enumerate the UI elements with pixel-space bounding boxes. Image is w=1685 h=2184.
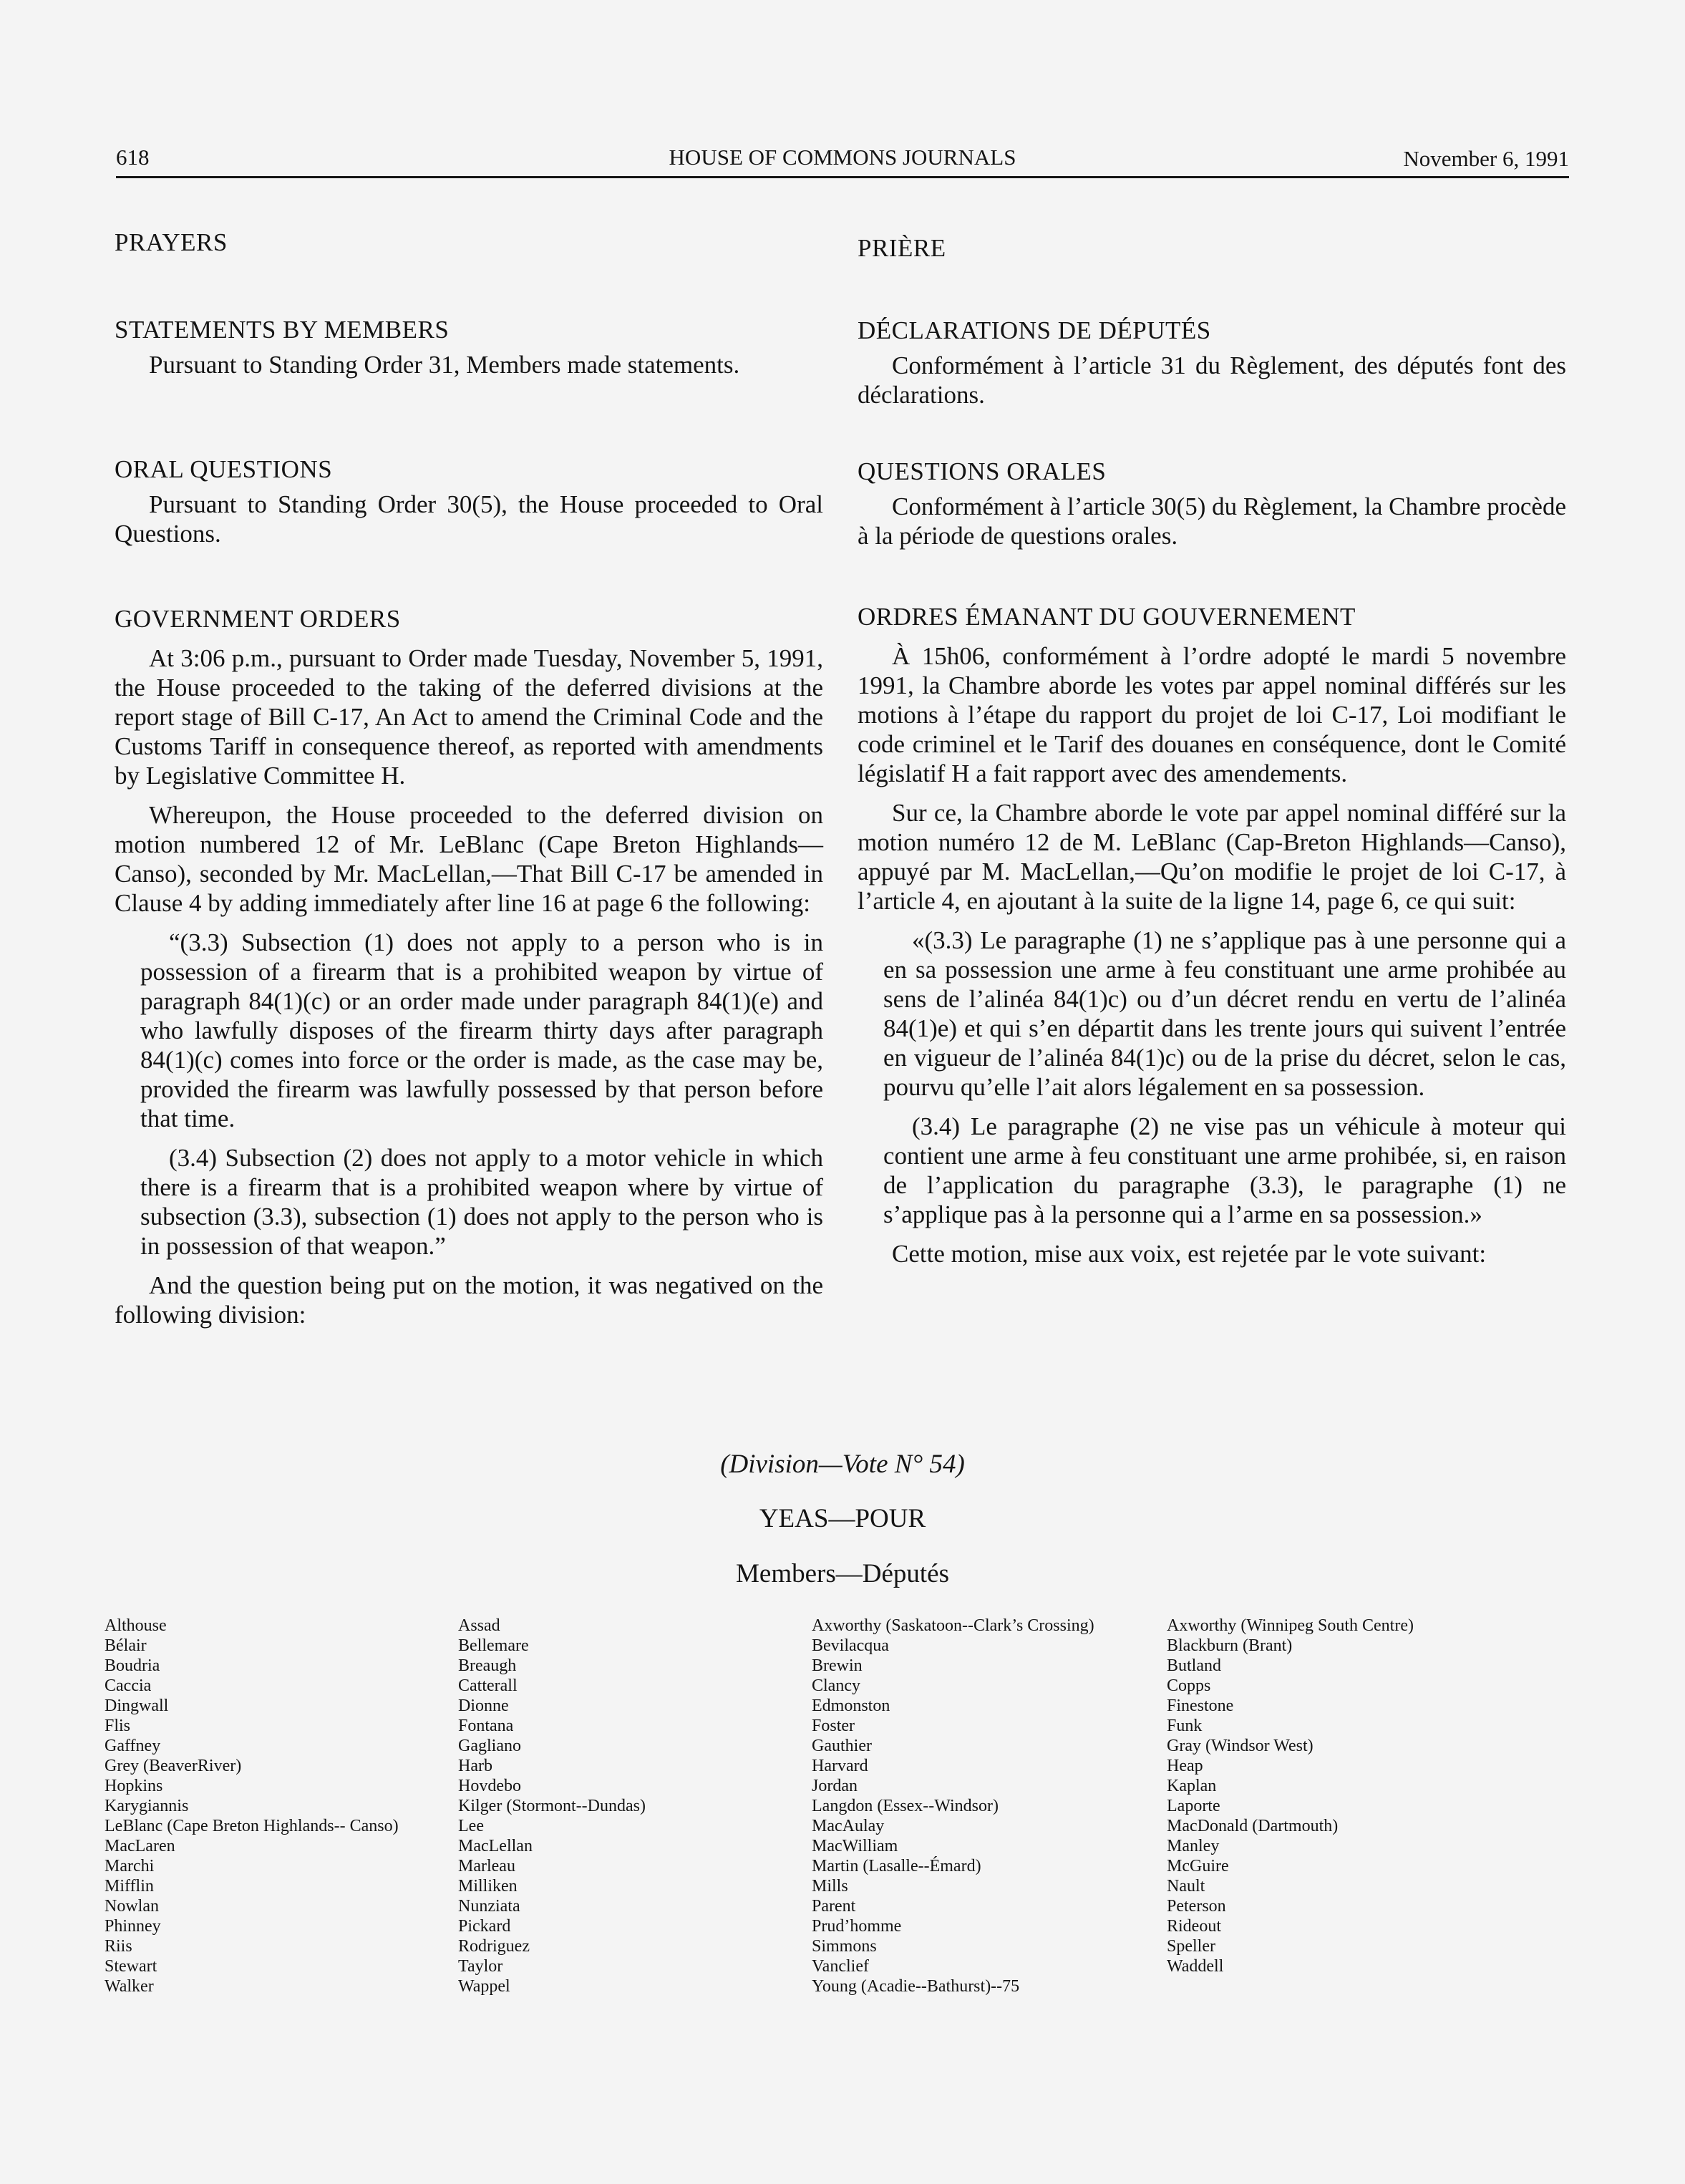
government-orders-heading: GOVERNMENT ORDERS	[115, 605, 401, 633]
government-orders-paragraph-1: At 3:06 p.m., pursuant to Order made Tuesday, November 5, 1991, the House proceeded to the taking of the deferred divisions at the report stage of Bill C-17, An Act to amend the Criminal Code and the Customs Tariff in consequence thereof, as reported with amendments by Legislative Committee H.	[115, 644, 823, 790]
motion-resultat: Cette motion, mise aux voix, est rejetée par le vote suivant:	[892, 1240, 1487, 1268]
member-name: Jordan	[812, 1777, 858, 1795]
member-name: Kaplan	[1167, 1777, 1217, 1795]
member-name: Edmonston	[812, 1697, 890, 1715]
statements-text: Pursuant to Standing Order 31, Members made statements.	[149, 351, 740, 379]
member-name: Butland	[1167, 1656, 1221, 1675]
declarations-heading: DÉCLARATIONS DE DÉPUTÉS	[858, 316, 1211, 344]
yeas-column-3	[812, 1616, 1094, 1996]
member-name: Fontana	[458, 1717, 514, 1735]
member-name: Phinney	[105, 1917, 161, 1936]
member-name: Gagliano	[458, 1737, 521, 1755]
member-name: Walker	[105, 1977, 154, 1996]
member-name: Karygiannis	[105, 1797, 189, 1815]
declarations-text: Conformément à l’article 31 du Règlement, des députés font des déclarations.	[858, 351, 1566, 409]
oral-questions-heading: ORAL QUESTIONS	[115, 455, 333, 483]
member-name: Harb	[458, 1757, 492, 1775]
ordres-paragraph-1: À 15h06, conformément à l’ordre adopté le mardi 5 novembre 1991, la Chambre aborde les votes par appel nominal différés sur les motions à l’étape du rapport du projet de loi C-17, Loi modifiant le code criminel et le Tarif des douanes en conséquence, dont le Comité législatif H a fait rapport avec des amendements.	[858, 642, 1566, 787]
member-name: Breaugh	[458, 1656, 517, 1675]
yeas-heading: YEAS—POUR	[759, 1504, 926, 1533]
page-number: 618	[116, 145, 150, 170]
member-name: McGuire	[1167, 1857, 1229, 1875]
member-name: Copps	[1167, 1676, 1211, 1695]
member-name: Riis	[105, 1937, 132, 1956]
motion-quote-2: (3.4) Subsection (2) does not apply to a motor vehicle in which there is a firearm that is a prohibited weapon where by virtue of subsection (3.3), subsection (1) does not apply to the person who is in possession of that weapon.”	[140, 1144, 823, 1260]
motion-citation-2: (3.4) Le paragraphe (2) ne vise pas un véhicule à moteur qui contient une arme à feu constituant une arme prohibée, si, en raison de l’application du paragraphe (3.3), le paragraphe (1) ne s’applique pas à la personne qui a l’arme en sa possession.»	[883, 1112, 1566, 1228]
yeas-column-1	[105, 1616, 399, 1996]
prayers-heading: PRAYERS	[115, 228, 228, 256]
member-name: Peterson	[1167, 1897, 1226, 1916]
french-column	[858, 228, 1566, 1268]
members-heading: Members—Députés	[736, 1559, 949, 1588]
member-name: Mills	[812, 1877, 848, 1896]
member-name: Lee	[458, 1817, 484, 1835]
member-name: Funk	[1167, 1717, 1203, 1735]
questions-orales-heading: QUESTIONS ORALES	[858, 457, 1107, 485]
journal-date: November 6, 1991	[1403, 146, 1569, 171]
member-name: Assad	[458, 1616, 500, 1635]
member-name: Parent	[812, 1897, 856, 1916]
motion-quote-1: “(3.3) Subsection (1) does not apply to a person who is in possession of a firearm that is a prohibited weapon by virtue of paragraph 84(1)(c) or an order made under paragraph 84(1)(e) and who lawfully disposes of the firearm thirty days after paragraph 84(1)(c) comes into force or the order is made, as the case may be, provided the firearm was lawfully possessed by that person before that time.	[140, 928, 823, 1132]
motion-result: And the question being put on the motion, it was negatived on the following division:	[115, 1271, 823, 1329]
member-name: Nault	[1167, 1877, 1205, 1896]
member-name: Finestone	[1167, 1697, 1234, 1715]
member-name: Wappel	[458, 1977, 510, 1996]
questions-orales-text: Conformément à l’article 30(5) du Règlement, la Chambre procède à la période de questions orales.	[858, 492, 1566, 550]
member-name: Langdon (Essex--Windsor)	[812, 1797, 999, 1815]
member-name: Pickard	[458, 1917, 511, 1936]
member-name: Axworthy (Saskatoon--Clark’s Crossing)	[812, 1616, 1094, 1635]
member-name: Bélair	[105, 1636, 147, 1655]
page-header	[116, 142, 1569, 178]
member-name: Hovdebo	[458, 1777, 521, 1795]
member-name: Foster	[812, 1717, 855, 1735]
motion-citation-1: «(3.3) Le paragraphe (1) ne s’applique pas à une personne qui a en sa possession une arme à feu constituant une arme prohibée au sens de l’alinéa 84(1)c) ou d’un décret rendu en vertu de l’alinéa 84(1)e) et qui s’en départit dans les trente jours qui suivent l’entrée en vigueur de l’alinéa 84(1)c) ou de la prise du décret, selon le cas, pourvu qu’elle l’ait alors légalement en sa possession.	[883, 926, 1566, 1101]
member-name: Hopkins	[105, 1777, 163, 1795]
government-orders-paragraph-2: Whereupon, the House proceeded to the deferred division on motion numbered 12 of Mr. LeBlanc (Cape Breton Highlands—Canso), seconded by Mr. MacLellan,—That Bill C-17 be amended in Clause 4 by adding immediately after line 16 at page 6 the following:	[115, 801, 823, 917]
member-name: Prud’homme	[812, 1917, 902, 1936]
member-name: Vanclief	[812, 1957, 869, 1976]
member-name: Catterall	[458, 1676, 518, 1695]
member-name: Caccia	[105, 1676, 152, 1695]
member-name: Heap	[1167, 1757, 1203, 1775]
member-name: Stewart	[105, 1957, 157, 1976]
member-name: Gauthier	[812, 1737, 872, 1755]
member-name: Milliken	[458, 1877, 518, 1896]
member-name: Rodriguez	[458, 1937, 530, 1956]
statements-heading: STATEMENTS BY MEMBERS	[115, 316, 450, 344]
member-name: Dionne	[458, 1697, 509, 1715]
member-name: Clancy	[812, 1676, 860, 1695]
member-name: Harvard	[812, 1757, 868, 1775]
member-name: Marchi	[105, 1857, 155, 1875]
member-name: Gray (Windsor West)	[1167, 1737, 1313, 1755]
member-name: Althouse	[105, 1616, 167, 1635]
priere-heading: PRIÈRE	[858, 234, 946, 262]
english-column	[115, 228, 823, 1329]
member-name: MacAulay	[812, 1817, 885, 1835]
ordres-gouvernement-heading: ORDRES ÉMANANT DU GOUVERNEMENT	[858, 603, 1356, 631]
member-name: Manley	[1167, 1837, 1220, 1855]
yeas-column-4	[1167, 1616, 1414, 1976]
member-name: MacDonald (Dartmouth)	[1167, 1817, 1339, 1835]
member-name: Laporte	[1167, 1797, 1220, 1815]
member-name: Boudria	[105, 1656, 160, 1675]
member-name: MacLellan	[458, 1837, 533, 1855]
member-name: Flis	[105, 1717, 131, 1735]
member-name: MacWilliam	[812, 1837, 898, 1855]
member-name: Gaffney	[105, 1737, 161, 1755]
member-name: Young (Acadie--Bathurst)--75	[812, 1977, 1020, 1996]
member-name: Bellemare	[458, 1636, 529, 1655]
member-name: Mifflin	[105, 1877, 154, 1896]
member-name: Kilger (Stormont--Dundas)	[458, 1797, 646, 1815]
member-name: Martin (Lasalle--Émard)	[812, 1857, 981, 1875]
ordres-paragraph-2: Sur ce, la Chambre aborde le vote par appel nominal différé sur la motion numéro 12 de M. LeBlanc (Cap-Breton Highlands—Canso), appuyé par M. MacLellan,—Qu’on modifie le projet de loi C-17, à l’article 4, en ajoutant à la suite de la ligne 14, page 6, ce qui suit:	[858, 799, 1566, 915]
member-name: Simmons	[812, 1937, 877, 1956]
member-name: MacLaren	[105, 1837, 175, 1855]
member-name: Grey (BeaverRiver)	[105, 1757, 242, 1775]
member-name: Dingwall	[105, 1697, 169, 1715]
member-name: Axworthy (Winnipeg South Centre)	[1167, 1616, 1414, 1635]
member-name: Bevilacqua	[812, 1636, 889, 1655]
member-name: Blackburn (Brant)	[1167, 1636, 1293, 1655]
member-name: Taylor	[458, 1957, 503, 1976]
member-name: Marleau	[458, 1857, 515, 1875]
member-name: Nunziata	[458, 1897, 520, 1916]
journal-title: HOUSE OF COMMONS JOURNALS	[669, 145, 1016, 170]
member-name: Nowlan	[105, 1897, 159, 1916]
division-title: (Division—Vote N° 54)	[720, 1450, 965, 1479]
member-name: Speller	[1167, 1937, 1215, 1956]
member-name: Waddell	[1167, 1957, 1224, 1976]
member-name: Brewin	[812, 1656, 863, 1675]
member-name: LeBlanc (Cape Breton Highlands-- Canso)	[105, 1817, 399, 1835]
member-name: Rideout	[1167, 1917, 1221, 1936]
oral-questions-text: Pursuant to Standing Order 30(5), the House proceeded to Oral Questions.	[115, 490, 823, 548]
yeas-column-2	[458, 1616, 646, 1996]
